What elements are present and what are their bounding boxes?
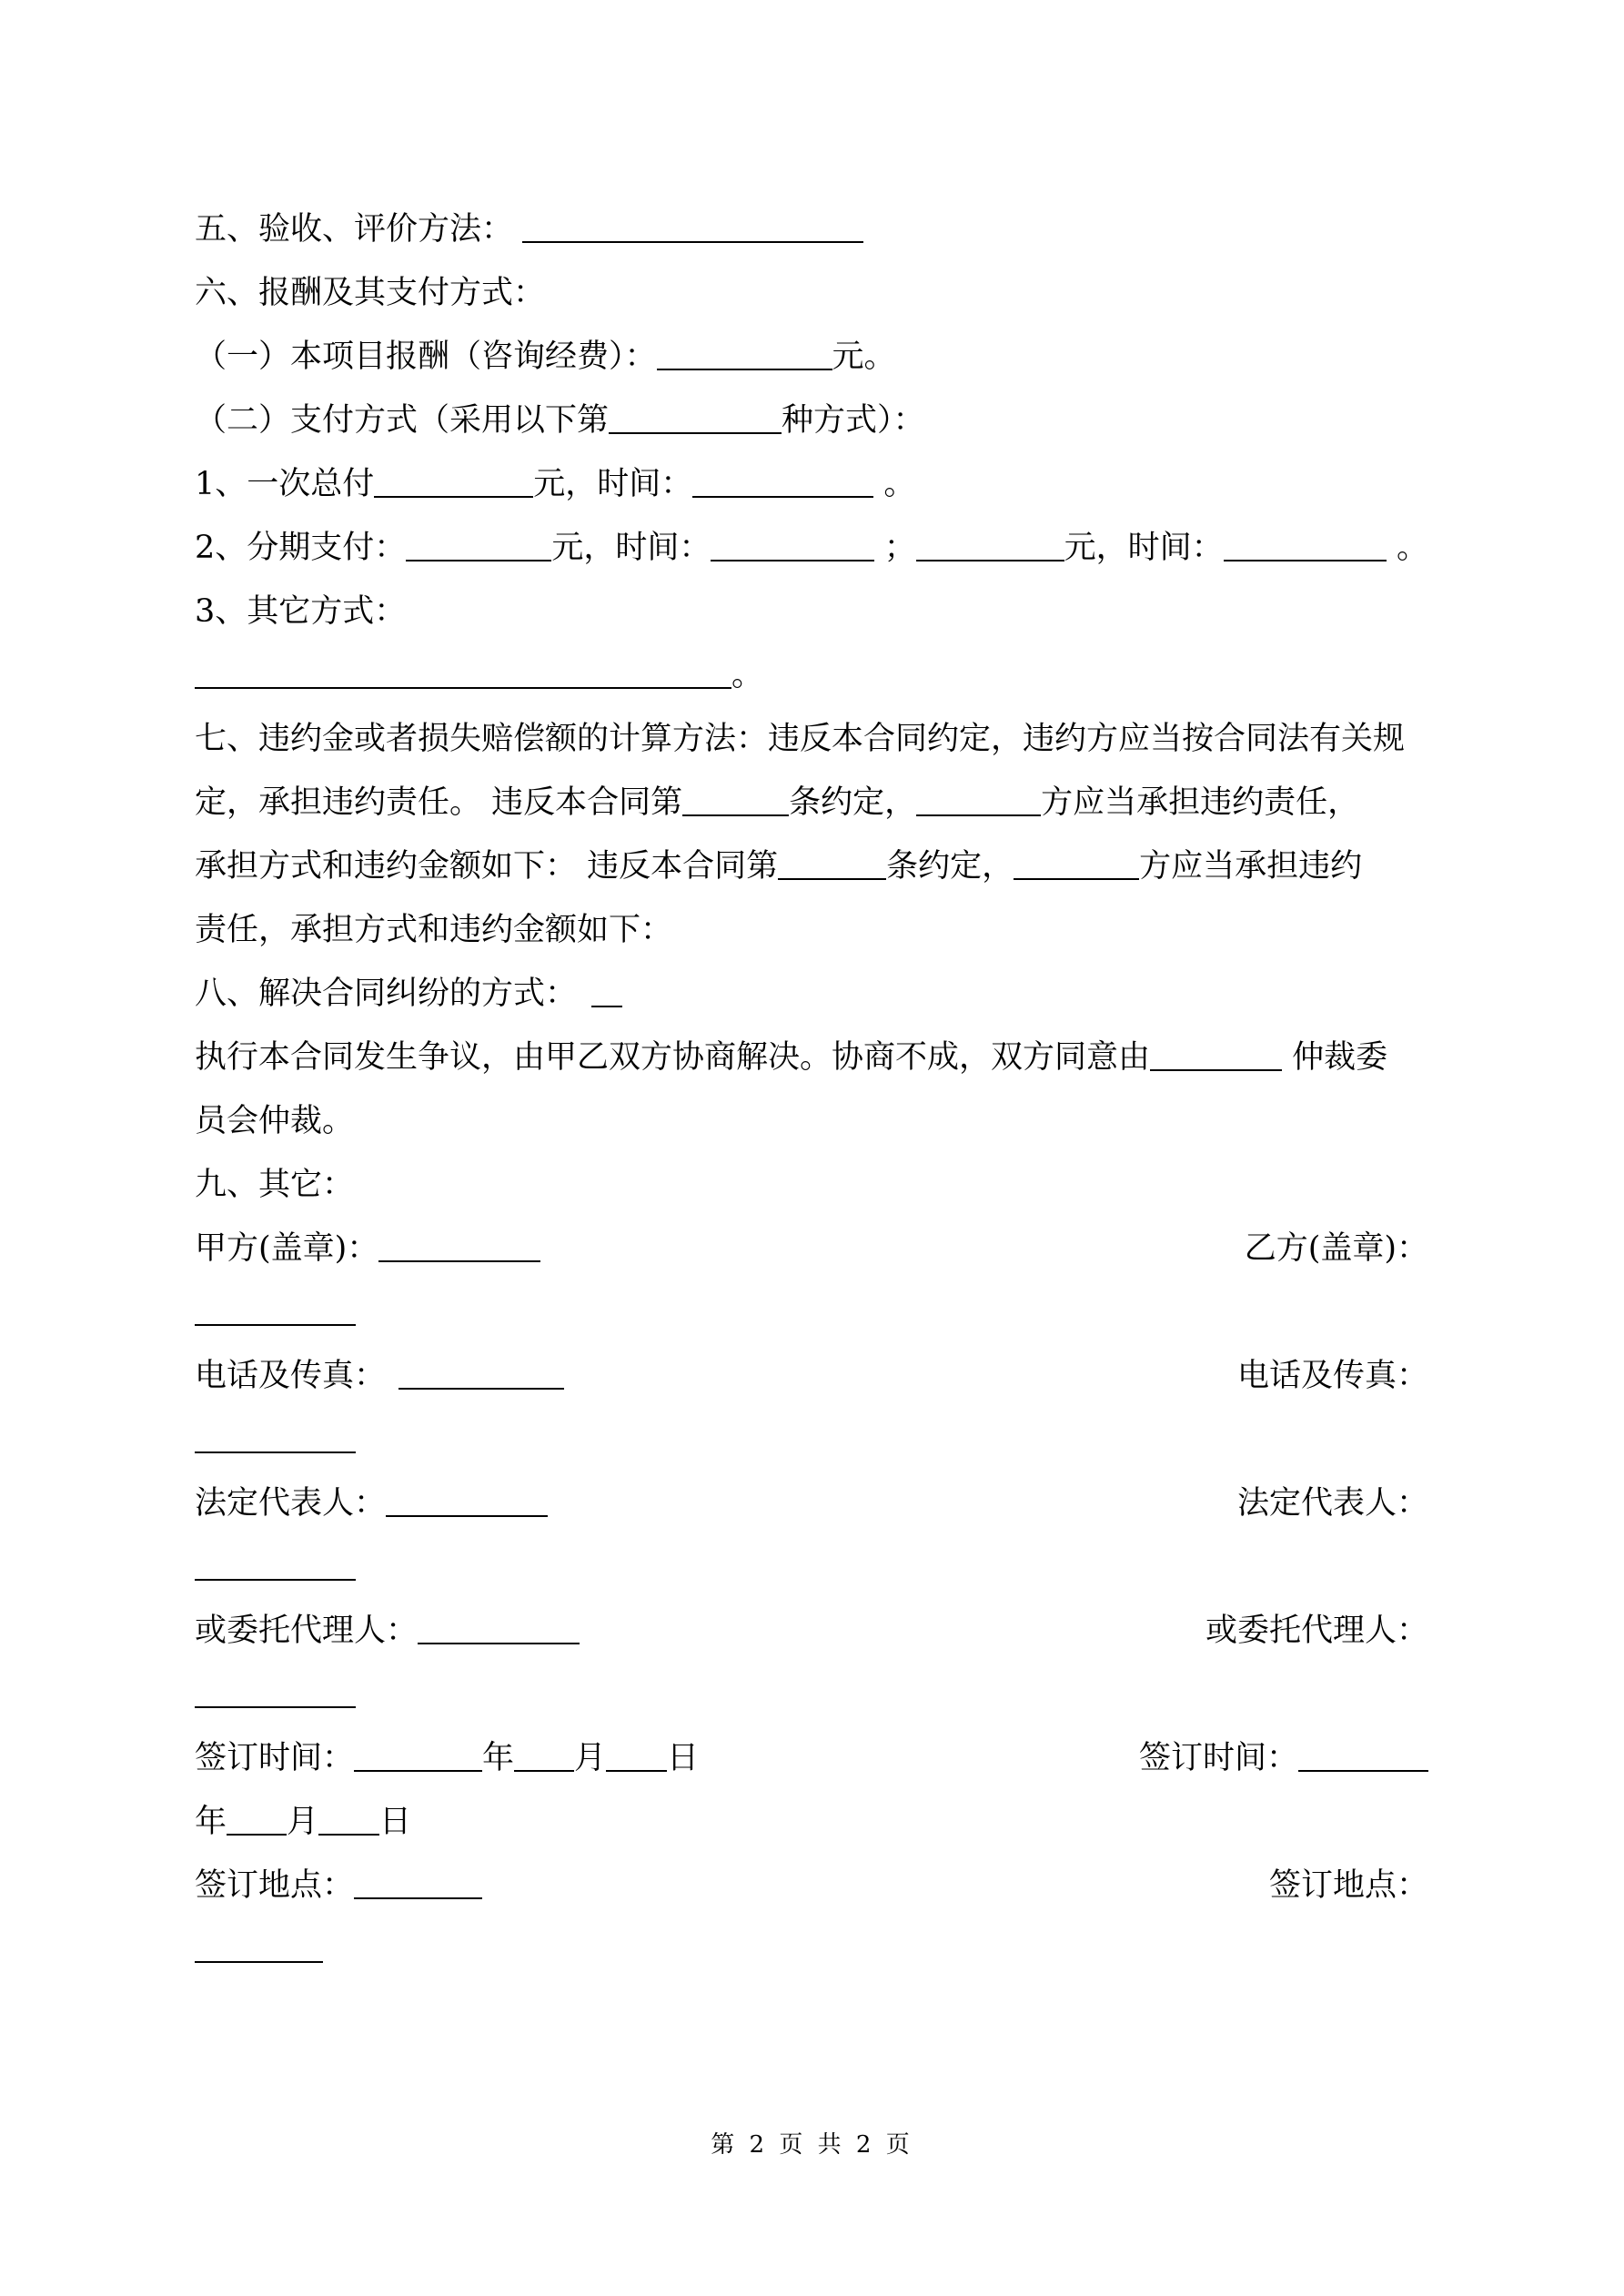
blank-field [711, 516, 873, 561]
blank-field [514, 1726, 574, 1772]
place-row [195, 1854, 1428, 1917]
clause-text: 九、其它： [195, 1167, 355, 1203]
clause-text: （一）本项目报酬（咨询经费）： [195, 339, 657, 375]
document-page [195, 197, 1428, 1981]
payment-2 [195, 516, 1428, 580]
blank-field [778, 834, 886, 880]
blank-field [195, 1917, 323, 1963]
clause-text: 条约定， [789, 784, 917, 821]
agent-a [195, 1599, 580, 1663]
clause-text: （二）支付方式（采用以下第 [195, 402, 610, 439]
blank-field [682, 771, 789, 816]
rep-row [195, 1472, 1428, 1535]
clause-text: 。 [731, 657, 764, 693]
phone-a [195, 1344, 564, 1408]
blank-field [606, 1726, 667, 1772]
agent-b: 或委托代理人： [1205, 1613, 1428, 1649]
blank-field [1150, 1026, 1282, 1071]
phone-row [195, 1344, 1428, 1408]
payment-3-blank [195, 643, 1428, 707]
label: 电话及传真： [195, 1358, 387, 1394]
label: 签订时间： [1138, 1740, 1298, 1776]
clause-text: 方应当承担违约责任， [1041, 784, 1360, 821]
clause-text: 2、分期支付： [195, 530, 407, 566]
label: 月 [287, 1804, 319, 1840]
date-row [195, 1726, 1428, 1790]
label: 签订地点： [195, 1867, 355, 1904]
blank-field [318, 1790, 379, 1836]
blank-field [609, 389, 782, 434]
blank-field [916, 771, 1041, 816]
place-blank-row [195, 1917, 1428, 1981]
blank-field [354, 1854, 482, 1899]
rep-b: 法定代表人： [1236, 1485, 1428, 1522]
clause-text: 定，承担违约责任。 违反本合同第 [195, 784, 683, 821]
blank-field [195, 1408, 356, 1453]
rep-blank-row [195, 1535, 1428, 1599]
clause-7-line-3 [195, 834, 1428, 898]
clause-text: 六、报酬及其支付方式： [195, 275, 546, 311]
blank-field [692, 452, 873, 498]
label: 年 [482, 1740, 515, 1776]
clause-text: 执行本合同发生争议，由甲乙双方协商解决。协商不成，双方同意由 [195, 1039, 1151, 1076]
date-b [1139, 1726, 1428, 1790]
blank-field [916, 516, 1064, 561]
phone-blank-row [195, 1408, 1428, 1472]
place-a [195, 1854, 482, 1917]
blank-field [354, 1726, 482, 1772]
label: 月 [574, 1740, 607, 1776]
clause-8-line-2 [195, 1089, 1428, 1153]
clause-text: 方应当承担违约 [1139, 848, 1363, 885]
label: 或委托代理人： [195, 1613, 419, 1649]
clause-8-line-1 [195, 1026, 1428, 1089]
blank-field [378, 1217, 540, 1262]
blank-field [1014, 834, 1139, 880]
label: 签订时间： [195, 1740, 355, 1776]
label: 甲方(盖章)： [195, 1230, 379, 1267]
label: 年 [195, 1804, 227, 1840]
blank-field [374, 452, 533, 498]
blank-field [406, 516, 551, 561]
payment-3 [195, 580, 1428, 643]
signature-blank-row [195, 1280, 1428, 1344]
clause-6 [195, 261, 1428, 325]
blank-field [418, 1599, 580, 1644]
clause-text: 。 [1386, 530, 1428, 566]
blank-field [195, 1663, 356, 1708]
clause-6-2 [195, 389, 1428, 452]
agent-row [195, 1599, 1428, 1663]
clause-text: 。 [873, 466, 916, 502]
date-b-continued [195, 1790, 1428, 1854]
party-b: 乙方(盖章)： [1244, 1230, 1428, 1267]
clause-text: 仲裁委 [1282, 1039, 1388, 1076]
page-number: 第 2 页 共 2 页 [711, 2131, 913, 2159]
phone-b: 电话及传真： [1236, 1358, 1428, 1394]
clause-8 [195, 962, 1428, 1026]
clause-text: 元。 [832, 339, 896, 375]
clause-7-line-4 [195, 898, 1428, 962]
rep-a [195, 1472, 548, 1535]
blank-field [591, 962, 622, 1007]
date-a [195, 1726, 699, 1790]
payment-1 [195, 452, 1428, 516]
clause-text: 3、其它方式： [195, 593, 407, 630]
blank-field [386, 1472, 548, 1517]
clause-text: ； [873, 530, 916, 566]
clause-9 [195, 1153, 1428, 1217]
party-a [195, 1217, 540, 1280]
blank-field [1224, 516, 1387, 561]
clause-5 [195, 197, 1428, 261]
label: 日 [667, 1740, 700, 1776]
blank-field [522, 197, 863, 243]
blank-field [195, 1280, 356, 1326]
blank-field [195, 643, 731, 689]
clause-text: 七、违约金或者损失赔偿额的计算方法：违反本合同约定，违约方应当按合同法有关规 [195, 721, 1406, 757]
signature-party-row [195, 1217, 1428, 1280]
clause-text: 八、解决合同纠纷的方式： [195, 976, 578, 1012]
clause-7-line-2 [195, 771, 1428, 834]
clause-text: 五、验收、评价方法： [195, 211, 514, 248]
clause-text: 元，时间： [551, 530, 711, 566]
label: 日 [379, 1804, 412, 1840]
clause-7-line-1 [195, 707, 1428, 771]
label: 法定代表人： [195, 1485, 387, 1522]
clause-text: 责任，承担方式和违约金额如下： [195, 912, 673, 948]
clause-text: 1、一次总付 [195, 466, 375, 502]
clause-text: 元，时间： [533, 466, 693, 502]
place-b: 签订地点： [1268, 1867, 1428, 1904]
blank-field [227, 1790, 287, 1836]
blank-field [657, 325, 832, 370]
clause-6-1 [195, 325, 1428, 389]
blank-field [1298, 1726, 1428, 1772]
clause-text: 承担方式和违约金额如下： 违反本合同第 [195, 848, 779, 885]
clause-text: 元，时间： [1064, 530, 1224, 566]
clause-text: 员会仲裁。 [195, 1103, 355, 1139]
agent-blank-row [195, 1663, 1428, 1726]
blank-field [195, 1535, 356, 1581]
clause-text: 种方式）： [782, 402, 925, 439]
blank-field [398, 1344, 564, 1390]
clause-text: 条约定， [886, 848, 1014, 885]
